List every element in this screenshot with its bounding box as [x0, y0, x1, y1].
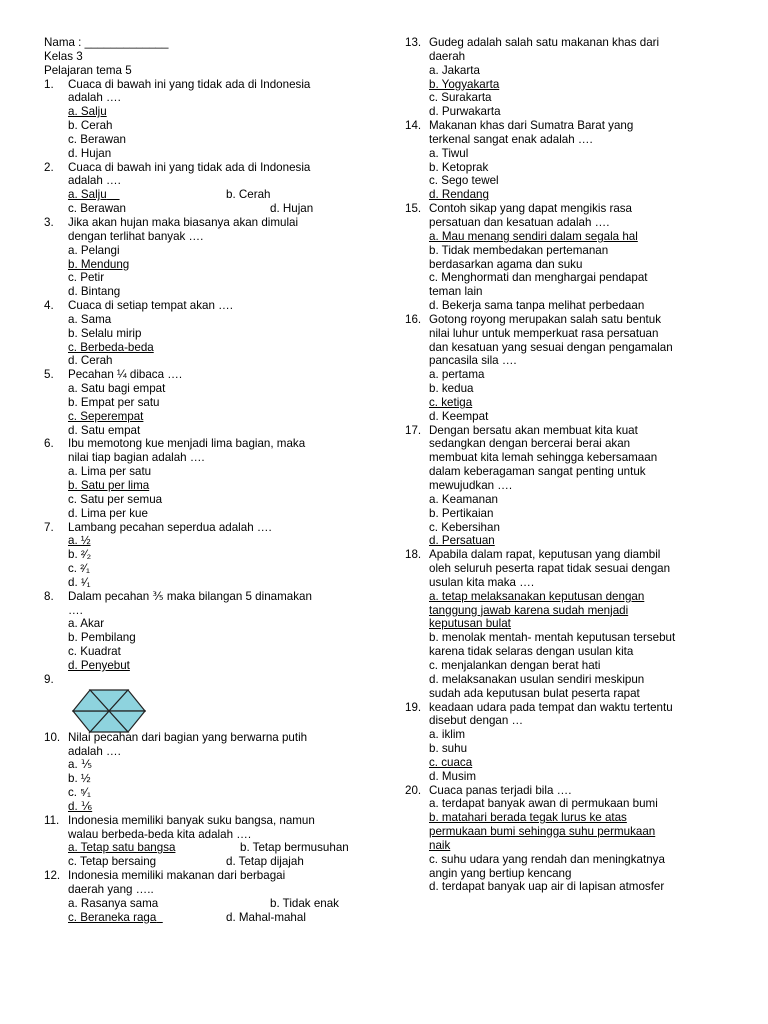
option-c: c. suhu udara yang rendah dan meningkatnya [429, 852, 665, 866]
option-c: c. Seperempat [68, 409, 144, 423]
option-b: b. Mendung [68, 257, 130, 271]
question-17 [405, 424, 745, 549]
option-a: a. Salju [68, 105, 107, 119]
option-c: c. Berbeda-beda [68, 340, 154, 354]
question-1 [44, 78, 374, 161]
option-a: a. Salju [68, 188, 107, 202]
option-b-cont: permukaan bumi sehingga suhu permukaan [429, 825, 656, 839]
option-a: a. Sama [68, 312, 112, 326]
option-a: a. Satu bagi empat [68, 382, 166, 396]
question-number: 19. [405, 700, 422, 714]
option-c: c. ketiga [429, 395, 473, 409]
option-d: d. Bintang [68, 285, 121, 299]
option-b: b. Cerah [68, 119, 113, 133]
option-a: a. Akar [68, 617, 105, 631]
question-number: 2. [44, 160, 54, 174]
question-text: terkenal sangat enak adalah …. [429, 132, 593, 146]
question-text: keadaan udara pada tempat dan waktu tertentu [429, 700, 673, 714]
option-b: b. Satu per lima [68, 479, 150, 492]
option-d: d. Hujan [68, 146, 112, 160]
option-d: d. Keempat [429, 409, 489, 423]
option-a: a. Pelangi [68, 243, 120, 257]
class-label: Kelas 3 [44, 49, 83, 63]
option-d: d. Lima per kue [68, 506, 148, 520]
option-b: b. suhu [429, 742, 468, 756]
option-c: c. cuaca [429, 755, 473, 769]
question-text: daerah yang ….. [68, 882, 154, 896]
option-c: c. Beraneka raga [68, 910, 157, 924]
question-text: walau berbeda-beda kita adalah …. [68, 827, 252, 841]
option-a: a. ½ [68, 534, 91, 548]
option-c: c. Sego tewel [429, 174, 499, 188]
question-text: dan kesatuan yang sesuai dengan pengamalan [429, 340, 673, 354]
question-18 [405, 548, 745, 700]
question-number: 5. [44, 368, 54, 382]
question-text: Lambang pecahan seperdua adalah …. [68, 520, 272, 534]
question-text: Makanan khas dari Sumatra Barat yang [429, 119, 634, 133]
question-text: Dengan bersatu akan membuat kita kuat [429, 423, 638, 437]
question-5 [44, 368, 374, 437]
question-14 [405, 119, 745, 202]
question-number: 18. [405, 548, 422, 562]
option-d: d. melaksanakan usulan sendiri meskipun [429, 672, 645, 686]
question-text: sedangkan dengan bercerai berai akan [429, 437, 631, 451]
question-text: Gotong royong merupakan salah satu bentuk [429, 312, 662, 326]
question-text: oleh seluruh peserta rapat tidak sesuai dengan [429, 562, 671, 576]
question-7 [44, 521, 374, 590]
question-13 [405, 36, 745, 119]
option-b: b. Pertikaian [429, 506, 494, 520]
option-b: b. menolak mentah- mentah keputusan tersebut [429, 631, 676, 645]
question-3 [44, 216, 374, 299]
option-c: c. Berawan [68, 202, 126, 216]
option-b: b. Tidak enak [270, 896, 339, 910]
option-d: d. Penyebut [68, 658, 130, 672]
question-text: mewujudkan …. [429, 479, 513, 492]
question-text: Jika akan hujan maka biasanya akan dimulai [68, 215, 299, 229]
question-text: Nilai pecahan dari bagian yang berwarna putih [68, 730, 308, 744]
option-a: a. pertama [429, 368, 485, 382]
question-text: nilai luhur untuk memperkuat rasa persatuan [429, 326, 659, 340]
option-a: a. ⅕ [68, 758, 93, 772]
option-c: c. Surakarta [429, 91, 492, 105]
option-d: d. Hujan [270, 202, 314, 216]
question-number: 9. [44, 672, 54, 686]
question-20 [405, 784, 745, 895]
option-b: b. Cerah [226, 188, 271, 202]
question-text: adalah …. [68, 174, 121, 188]
option-a: a. Jakarta [429, 63, 480, 77]
question-11 [44, 814, 374, 869]
option-a: a. Rasanya sama [68, 896, 159, 910]
option-d: d. Cerah [68, 354, 113, 368]
question-text: Indonesia memiliki makanan dari berbagai [68, 869, 286, 883]
question-number: 20. [405, 783, 422, 797]
option-c: c. Satu per semua [68, 492, 163, 506]
question-text: dalam keberagaman sangat penting untuk [429, 465, 646, 479]
question-text: Contoh sikap yang dapat mengikis rasa [429, 202, 633, 216]
question-2 [44, 161, 374, 216]
question-text: Apabila dalam rapat, keputusan yang diambil [429, 548, 661, 562]
question-text: nilai tiap bagian adalah …. [68, 451, 205, 465]
question-9 [44, 673, 374, 731]
option-b-cont: berdasarkan agama dan suku [429, 257, 583, 271]
question-10 [44, 731, 374, 814]
option-c-cont: teman lain [429, 285, 483, 299]
question-number: 15. [405, 202, 422, 216]
question-number: 11. [44, 813, 60, 827]
option-d: d. Musim [429, 769, 477, 783]
question-15 [405, 202, 745, 313]
option-a: a. Tetap satu bangsa [68, 841, 176, 855]
question-number: 8. [44, 589, 54, 603]
option-a: a. Tiwul [429, 146, 469, 160]
question-text: Cuaca panas terjadi bila …. [429, 783, 572, 797]
question-text: pancasila sila …. [429, 354, 517, 368]
question-text: adalah …. [68, 91, 121, 105]
option-a: a. tetap melaksanakan keputusan dengan [429, 589, 645, 603]
option-d: d. ¹⁄₁ [68, 575, 91, 589]
option-b: b. Tetap bermusuhan [240, 841, 349, 855]
question-number: 12. [44, 869, 61, 883]
option-c-cont: angin yang bertiup kencang [429, 866, 572, 880]
option-b: b. Yogyakarta [429, 77, 500, 91]
question-12 [44, 869, 374, 924]
option-d: d. ⅙ [68, 799, 93, 813]
question-text: Dalam pecahan ⅗ maka bilangan 5 dinamakan [68, 589, 312, 603]
question-6 [44, 437, 374, 520]
question-text: dengan terlihat banyak …. [68, 229, 204, 243]
question-number: 7. [44, 520, 54, 534]
option-b: b. Tidak membedakan pertemanan [429, 243, 609, 257]
option-d: d. Rendang [429, 188, 489, 202]
question-number: 14. [405, 119, 422, 133]
question-number: 16. [405, 312, 422, 326]
question-text: Indonesia memiliki banyak suku bangsa, namun [68, 813, 315, 827]
right-column [405, 36, 745, 894]
option-d-cont: sudah ada keputusan bulat peserta rapat [429, 686, 640, 700]
question-16 [405, 313, 745, 424]
option-d: d. Tetap dijajah [226, 855, 304, 869]
left-column [44, 36, 374, 924]
question-text: adalah …. [68, 744, 121, 758]
option-a: a. terdapat banyak awan di permukaan bumi [429, 797, 658, 811]
question-text: usulan kita maka …. [429, 575, 535, 589]
option-a: a. Keamanan [429, 492, 498, 506]
question-text: …. [68, 603, 83, 617]
option-b: b. kedua [429, 382, 474, 396]
hexagon-figure [44, 689, 374, 731]
option-d: d. terdapat banyak uap air di lapisan atmosfer [429, 880, 665, 894]
option-c: c. Menghormati dan menghargai pendapat [429, 271, 648, 285]
question-text: Ibu memotong kue menjadi lima bagian, maka [68, 437, 306, 451]
option-c: c. Tetap bersaing [68, 855, 157, 869]
question-19 [405, 701, 745, 784]
question-text: disebut dengan … [429, 714, 524, 728]
question-number: 3. [44, 215, 54, 229]
question-text: persatuan dan kesatuan adalah …. [429, 215, 610, 229]
name-field-label: Nama : _____________ [44, 36, 169, 49]
option-a: a. Mau menang sendiri dalam segala hal [429, 229, 638, 243]
question-text: membuat kita lemah sehingga kebersamaan [429, 451, 658, 465]
option-b: b. Ketoprak [429, 160, 489, 174]
option-a: a. Lima per satu [68, 465, 152, 479]
option-d: d. Purwakarta [429, 105, 501, 119]
option-c: c. Kuadrat [68, 645, 121, 659]
option-b: b. ²⁄₂ [68, 548, 92, 562]
option-b: b. matahari berada tegak lurus ke atas [429, 811, 627, 825]
option-b-cont: naik [429, 838, 451, 852]
option-d: d. Satu empat [68, 423, 141, 437]
option-c: c. Berawan [68, 132, 126, 146]
question-number: 10. [44, 730, 61, 744]
question-number: 4. [44, 299, 54, 313]
option-c: c. Petir [68, 271, 105, 285]
option-a-cont: tanggung jawab karena sudah menjadi [429, 603, 629, 617]
question-8 [44, 590, 374, 673]
question-number: 13. [405, 36, 422, 49]
question-text: Gudeg adalah salah satu makanan khas dari [429, 36, 660, 49]
question-number: 6. [44, 437, 54, 451]
question-number: 1. [44, 77, 54, 91]
option-b-cont: karena tidak selaras dengan usulan kita [429, 645, 634, 659]
question-4 [44, 299, 374, 368]
option-d: d. Mahal-mahal [226, 910, 306, 924]
question-text: Pecahan ¼ dibaca …. [68, 368, 183, 382]
option-b: b. Empat per satu [68, 395, 160, 409]
subject-label: Pelajaran tema 5 [44, 63, 132, 77]
question-text: Cuaca di bawah ini yang tidak ada di Indonesia [68, 77, 311, 91]
option-b: b. ½ [68, 772, 91, 786]
option-c: c. ²⁄₁ [68, 562, 90, 576]
option-a: a. iklim [429, 728, 466, 742]
option-c: c. Kebersihan [429, 520, 500, 534]
question-number: 17. [405, 423, 422, 437]
option-c: c. menjalankan dengan berat hati [429, 658, 601, 672]
question-text: Cuaca di bawah ini yang tidak ada di Indonesia [68, 160, 311, 174]
question-text: Cuaca di setiap tempat akan …. [68, 299, 233, 313]
option-c: c. ⁵⁄₁ [68, 786, 91, 800]
option-d: d. Persatuan [429, 534, 495, 548]
option-d: d. Bekerja sama tanpa melihat perbedaan [429, 299, 645, 313]
option-b: b. Selalu mirip [68, 326, 142, 340]
option-a-cont: keputusan bulat [429, 617, 511, 631]
question-text: daerah [429, 49, 466, 63]
hexagon-diagram [72, 689, 146, 733]
option-b: b. Pembilang [68, 631, 136, 645]
